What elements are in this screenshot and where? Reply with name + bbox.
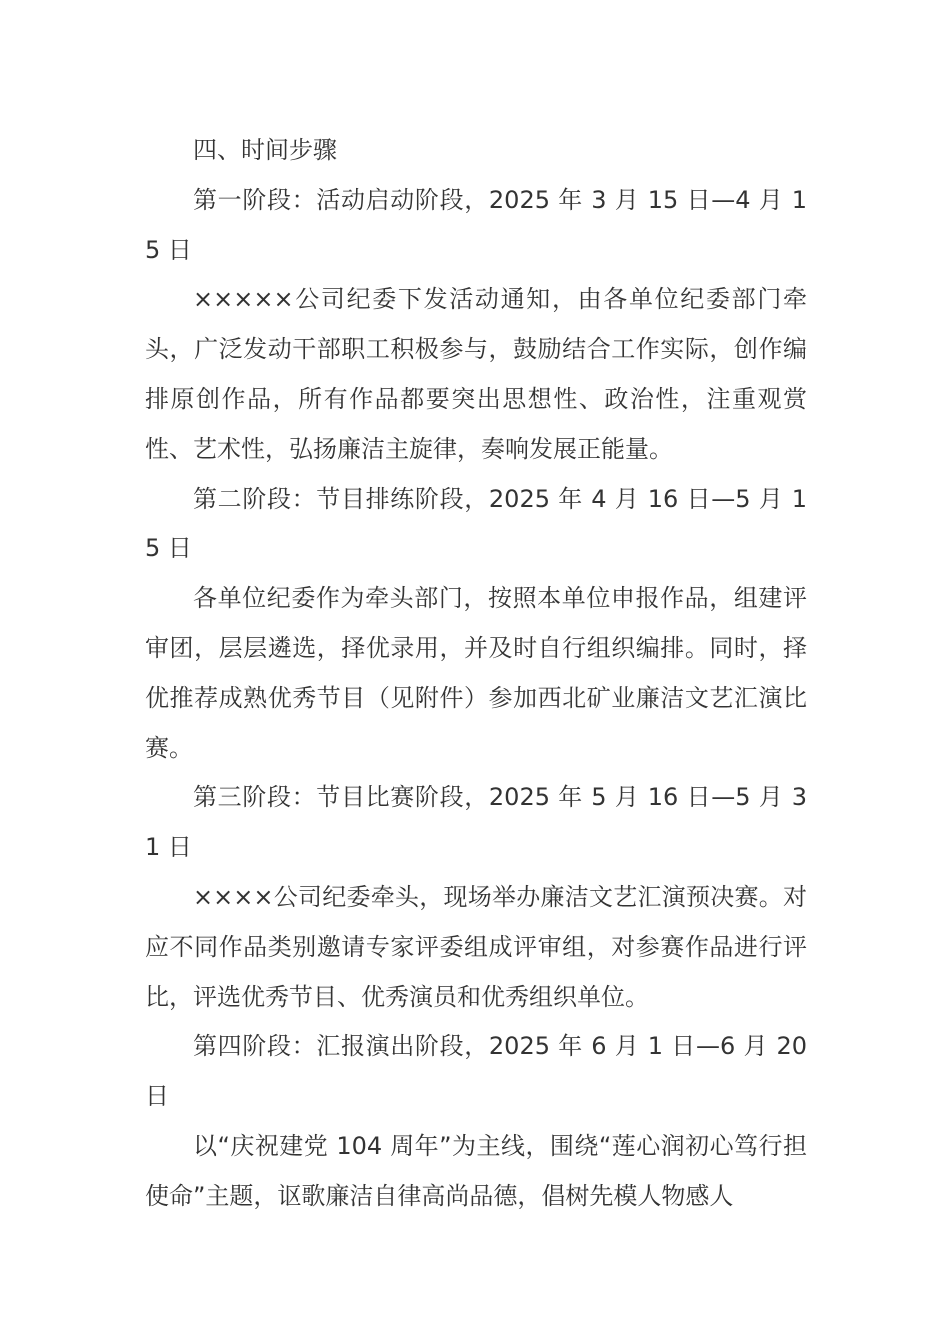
stage-three-heading: 第三阶段：节目比赛阶段，2025 年 5 月 16 日—5 月 31 日 [145,783,807,862]
section-heading: 四、时间步骤 [193,136,337,164]
stage-three-description: ××××公司纪委牵头，现场举办廉洁文艺汇演预决赛。对应不同作品类别邀请专家评委组成评审组，对参赛作品进行评比，评选优秀节目、优秀演员和优秀组织单位。 [145,882,807,1011]
stage-two-description: 各单位纪委作为牵头部门，按照本单位申报作品，组建评审团，层层遴选，择优录用，并及时自行组织编排。同时，择优推荐成熟优秀节目（见附件）参加西北矿业廉洁文艺汇演比赛。 [145,584,807,762]
stage-one-description: ×××××公司纪委下发活动通知，由各单位纪委部门牵头，广泛发动干部职工积极参与，鼓励结合工作实际，创作编排原创作品，所有作品都要突出思想性、政治性，注重观赏性、艺术性，弘扬廉洁主旋律，奏响发展正能量。 [145,285,807,463]
stage-four-description: 以“庆祝建党 104 周年”为主线，围绕“莲心润初心笃行担使命”主题，讴歌廉洁自律高尚品德，倡树先模人物感人 [145,1131,807,1210]
document-body [145,126,807,1222]
stage-one-heading: 第一阶段：活动启动阶段，2025 年 3 月 15 日—4 月 15 日 [145,185,807,264]
stage-four-heading: 第四阶段：汇报演出阶段，2025 年 6 月 1 日—6 月 20 日 [145,1032,807,1111]
stage-two-heading: 第二阶段：节目排练阶段，2025 年 4 月 16 日—5 月 15 日 [145,484,807,563]
